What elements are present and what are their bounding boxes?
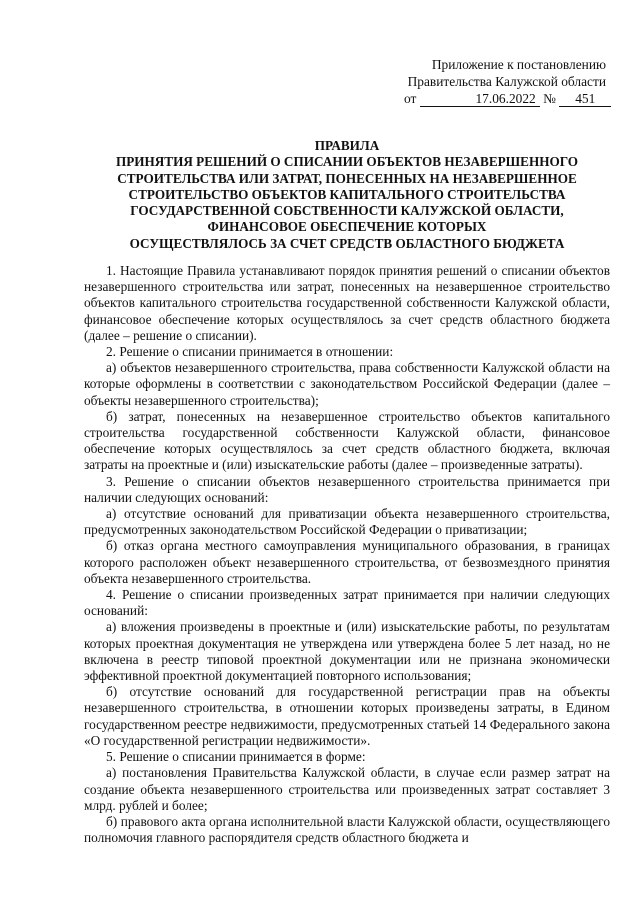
paragraph: а) постановления Правительства Калужской области, в случае если размер затрат на создание объекта незавершенного строительства или произведенных затрат составляет 3 млрд. рублей и более; bbox=[84, 765, 610, 813]
title-line: ФИНАНСОВОЕ ОБЕСПЕЧЕНИЕ КОТОРЫХ bbox=[207, 219, 487, 235]
paragraph: б) правового акта органа исполнительной власти Калужской области, осуществляющего полномочия главного распорядителя средств областного бюджета и bbox=[84, 813, 610, 846]
title-line: СТРОИТЕЛЬСТВА ИЛИ ЗАТРАТ, ПОНЕСЕННЫХ НА НЕЗАВЕРШЕННОЕ bbox=[117, 170, 577, 186]
attachment-line-2: Правительства Калужской области bbox=[407, 74, 606, 89]
attachment-line-1: Приложение к постановлению bbox=[431, 57, 606, 72]
attachment-date-line bbox=[376, 90, 606, 107]
attachment-header bbox=[376, 56, 606, 107]
title-line: ПРИНЯТИЯ РЕШЕНИЙ О СПИСАНИИ ОБЪЕКТОВ НЕЗАВЕРШЕННОГО bbox=[115, 154, 579, 170]
paragraph: 5. Решение о списании принимается в форме: bbox=[106, 749, 366, 765]
paragraph: 2. Решение о списании принимается в отношении: bbox=[106, 344, 394, 360]
document-number: 451 bbox=[559, 92, 611, 107]
title-line: ПРАВИЛА bbox=[314, 138, 380, 153]
document-title bbox=[84, 138, 610, 252]
paragraph: 1. Настоящие Правила устанавливают порядок принятия решений о списании объектов незавершенного строительства или затрат, понесенных на незавершенное строительство объектов капитального строительства государственной собственности Калужской области, финансовое обеспечение которых осуществлялось за счет средств областного бюджета (далее – решение о списании). bbox=[84, 263, 610, 343]
paragraph: а) отсутствие оснований для приватизации объекта незавершенного строительства, предусмотренных законодательством Российской Федерации о приватизации; bbox=[84, 506, 610, 538]
paragraph: б) отказ органа местного самоуправления муниципального образования, в границах которого расположен объект незавершенного строительства, от безвозмездного принятия объекта незавершенного строительства. bbox=[84, 538, 610, 586]
paragraph: б) отсутствие оснований для государственной регистрации прав на объекты незавершенного строительства, в отношении которых произведены затраты, в Едином государственном реестре недвижимости, предусмотренных статьей 14 Федерального закона «О государственной регистрации недвижимости». bbox=[84, 684, 610, 748]
document-date: 17.06.2022 bbox=[420, 92, 540, 107]
document-body bbox=[84, 263, 610, 846]
paragraph: а) объектов незавершенного строительства, права собственности Калужской области на которые оформлены в соответствии с законодательством Российской Федерации (далее – объекты незавершенного строительства); bbox=[84, 360, 610, 408]
title-line: ГОСУДАРСТВЕННОЙ СОБСТВЕННОСТИ КАЛУЖСКОЙ ОБЛАСТИ, bbox=[130, 203, 564, 219]
title-line: СТРОИТЕЛЬСТВО ОБЪЕКТОВ КАПИТАЛЬНОГО СТРОИТЕЛЬСТВА bbox=[128, 186, 566, 202]
number-label: № bbox=[543, 91, 556, 106]
from-label: от bbox=[404, 91, 417, 106]
paragraph: 4. Решение о списании произведенных затрат принимается при наличии следующих оснований: bbox=[84, 587, 610, 619]
paragraph: 3. Решение о списании объектов незавершенного строительства принимается при наличии следующих оснований: bbox=[84, 473, 610, 505]
title-line: ОСУЩЕСТВЛЯЛОСЬ ЗА СЧЕТ СРЕДСТВ ОБЛАСТНОГО БЮДЖЕТА bbox=[129, 235, 565, 251]
paragraph: а) вложения произведены в проектные и (или) изыскательские работы, по результатам которых проектная документация не утверждена или утверждена более 5 лет назад, но не включена в реестр типовой проектной документации или не признана экономически эффективной проектной документацией повторного использования; bbox=[84, 619, 610, 684]
paragraph: б) затрат, понесенных на незавершенное строительство объектов капитального строительства государственной собственности Калужской области, финансовое обеспечение которых осуществлялось за счет средств областного бюджета, включая затраты на проектные и (или) изыскательские работы (далее – произведенные затраты). bbox=[84, 408, 610, 473]
